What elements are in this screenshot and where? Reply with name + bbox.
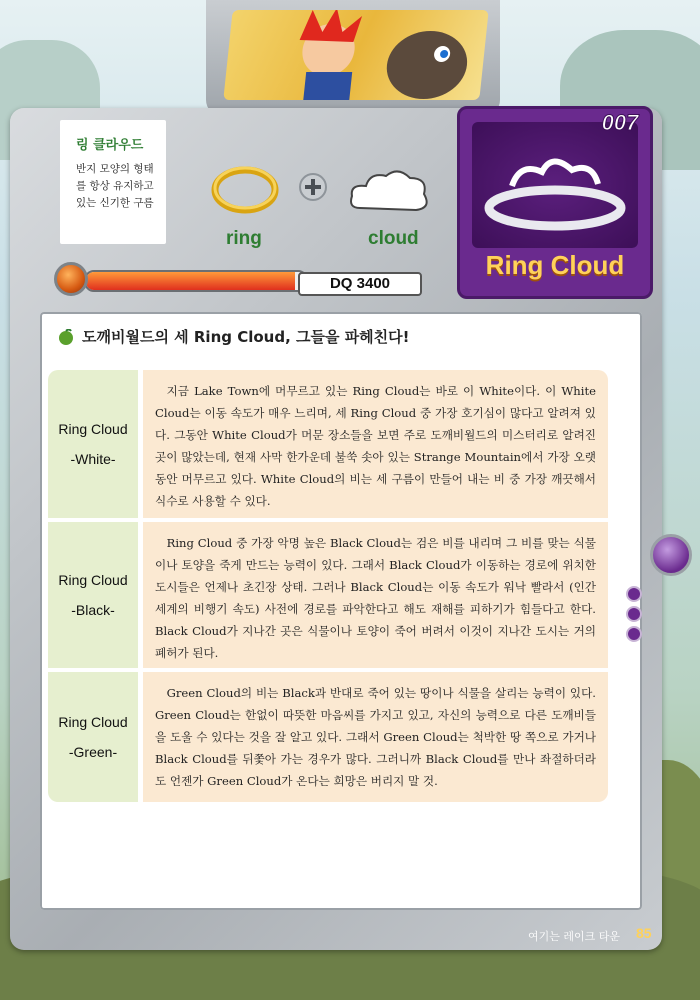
ring-icon xyxy=(210,160,280,224)
page-number: 85 xyxy=(636,925,652,941)
row-header xyxy=(48,370,138,518)
definition-line: 있는 신기한 구름 xyxy=(76,197,154,209)
definition-title: 링 클라우드 xyxy=(76,138,144,153)
plus-icon xyxy=(298,172,328,206)
row-type: -White- xyxy=(70,451,116,467)
cloud-table xyxy=(48,370,608,802)
row-header xyxy=(48,672,138,802)
gauge-fill xyxy=(86,272,295,290)
footer-text: 여기는 레이크 타운 xyxy=(528,930,621,943)
definition-text xyxy=(76,161,156,212)
definition-card xyxy=(60,120,166,244)
row-text: Ring Cloud 중 가장 악명 높은 Black Cloud는 검은 비를 내리며 그 비를 맞는 식물이나 토양을 죽게 만드는 능력이 있다. 그래서 Black Cloud가 이동하는 경로에 위치한 도시들은 언제나 초긴장 상태. 그러나 Black Cloud는 이동 속도가 워낙 빨라서 (인간 세계의 비행기 속도) 사전에 경로를 파악한다고 해도 재해를 피하기가 힘들다고 한다. Black Cloud가 지나간 곳은 식물이나 토양이 죽어 버려서 이것이 지나간 도시는 거의 폐허가 된다. xyxy=(143,522,608,668)
row-header xyxy=(48,522,138,668)
row-text: Green Cloud의 비는 Black과 반대로 죽어 있는 땅이나 식물을 살리는 능력이 있다. Green Cloud는 한없이 따뜻한 마음씨를 가지고 있고, 자신의 능력으로 다른 도깨비들을 도울 수 있다는 것을 잘 알고 있다. 그래서 Green Cloud는 척박한 땅 쪽으로 가거나 Black Cloud를 뒤쫓아 가는 경우가 많다. 그러니까 Black Cloud를 만나 좌절하더라도 언젠가 Green Cloud가 온다는 희망은 버리지 말 것. xyxy=(143,672,608,802)
side-dot-icon xyxy=(626,626,642,642)
card-number: 007 xyxy=(601,110,639,135)
card-title: Ring Cloud xyxy=(485,250,625,280)
gauge-knob-icon xyxy=(54,262,88,296)
definition-line: 를 항상 유지하고 xyxy=(76,180,154,192)
sprout-icon xyxy=(58,329,74,345)
dq-value: DQ 3400 xyxy=(298,272,422,296)
row-name: Ring Cloud xyxy=(58,421,128,437)
table-row xyxy=(48,370,608,518)
cloud-icon xyxy=(346,164,432,224)
banner-illustration xyxy=(223,10,488,100)
definition-line: 반지 모양의 형태 xyxy=(76,163,154,175)
row-text: 지금 Lake Town에 머무르고 있는 Ring Cloud는 바로 이 White이다. 이 White Cloud는 이동 속도가 매우 느리며, 세 Ring Cloud 중 가장 호기심이 많다고 알려져 있다. 그동안 White Cloud가 머문 장소들을 보면 주로 도깨비월드의 미스터리로 알려진 곳이 많았는데, 현재 사막 한가운데 불쑥 솟아 있는 Strange Mountain에서 가장 오랫동안 머무르고 있다. White Cloud의 비는 세 구름이 만들어 내는 비 중 가장 깨끗해서 식수로 사용할 수 있다. xyxy=(143,370,608,518)
row-name: Ring Cloud xyxy=(58,714,128,730)
side-dot-icon xyxy=(626,606,642,622)
ring-cloud-illustration xyxy=(472,122,638,248)
character-illustration xyxy=(223,10,488,100)
row-type: -Black- xyxy=(71,602,115,618)
section-heading: 도깨비월드의 세 Ring Cloud, 그들을 파헤친다! xyxy=(82,328,410,346)
side-dot-icon xyxy=(626,586,642,602)
table-row xyxy=(48,522,608,668)
side-knob-icon xyxy=(650,534,692,576)
row-type: -Green- xyxy=(68,744,118,760)
item-card-image xyxy=(472,122,638,248)
gauge-bar xyxy=(84,270,308,292)
row-name: Ring Cloud xyxy=(58,572,128,588)
table-row xyxy=(48,672,608,802)
formula-cloud-label: cloud xyxy=(368,228,419,249)
formula-ring-label: ring xyxy=(226,228,262,249)
